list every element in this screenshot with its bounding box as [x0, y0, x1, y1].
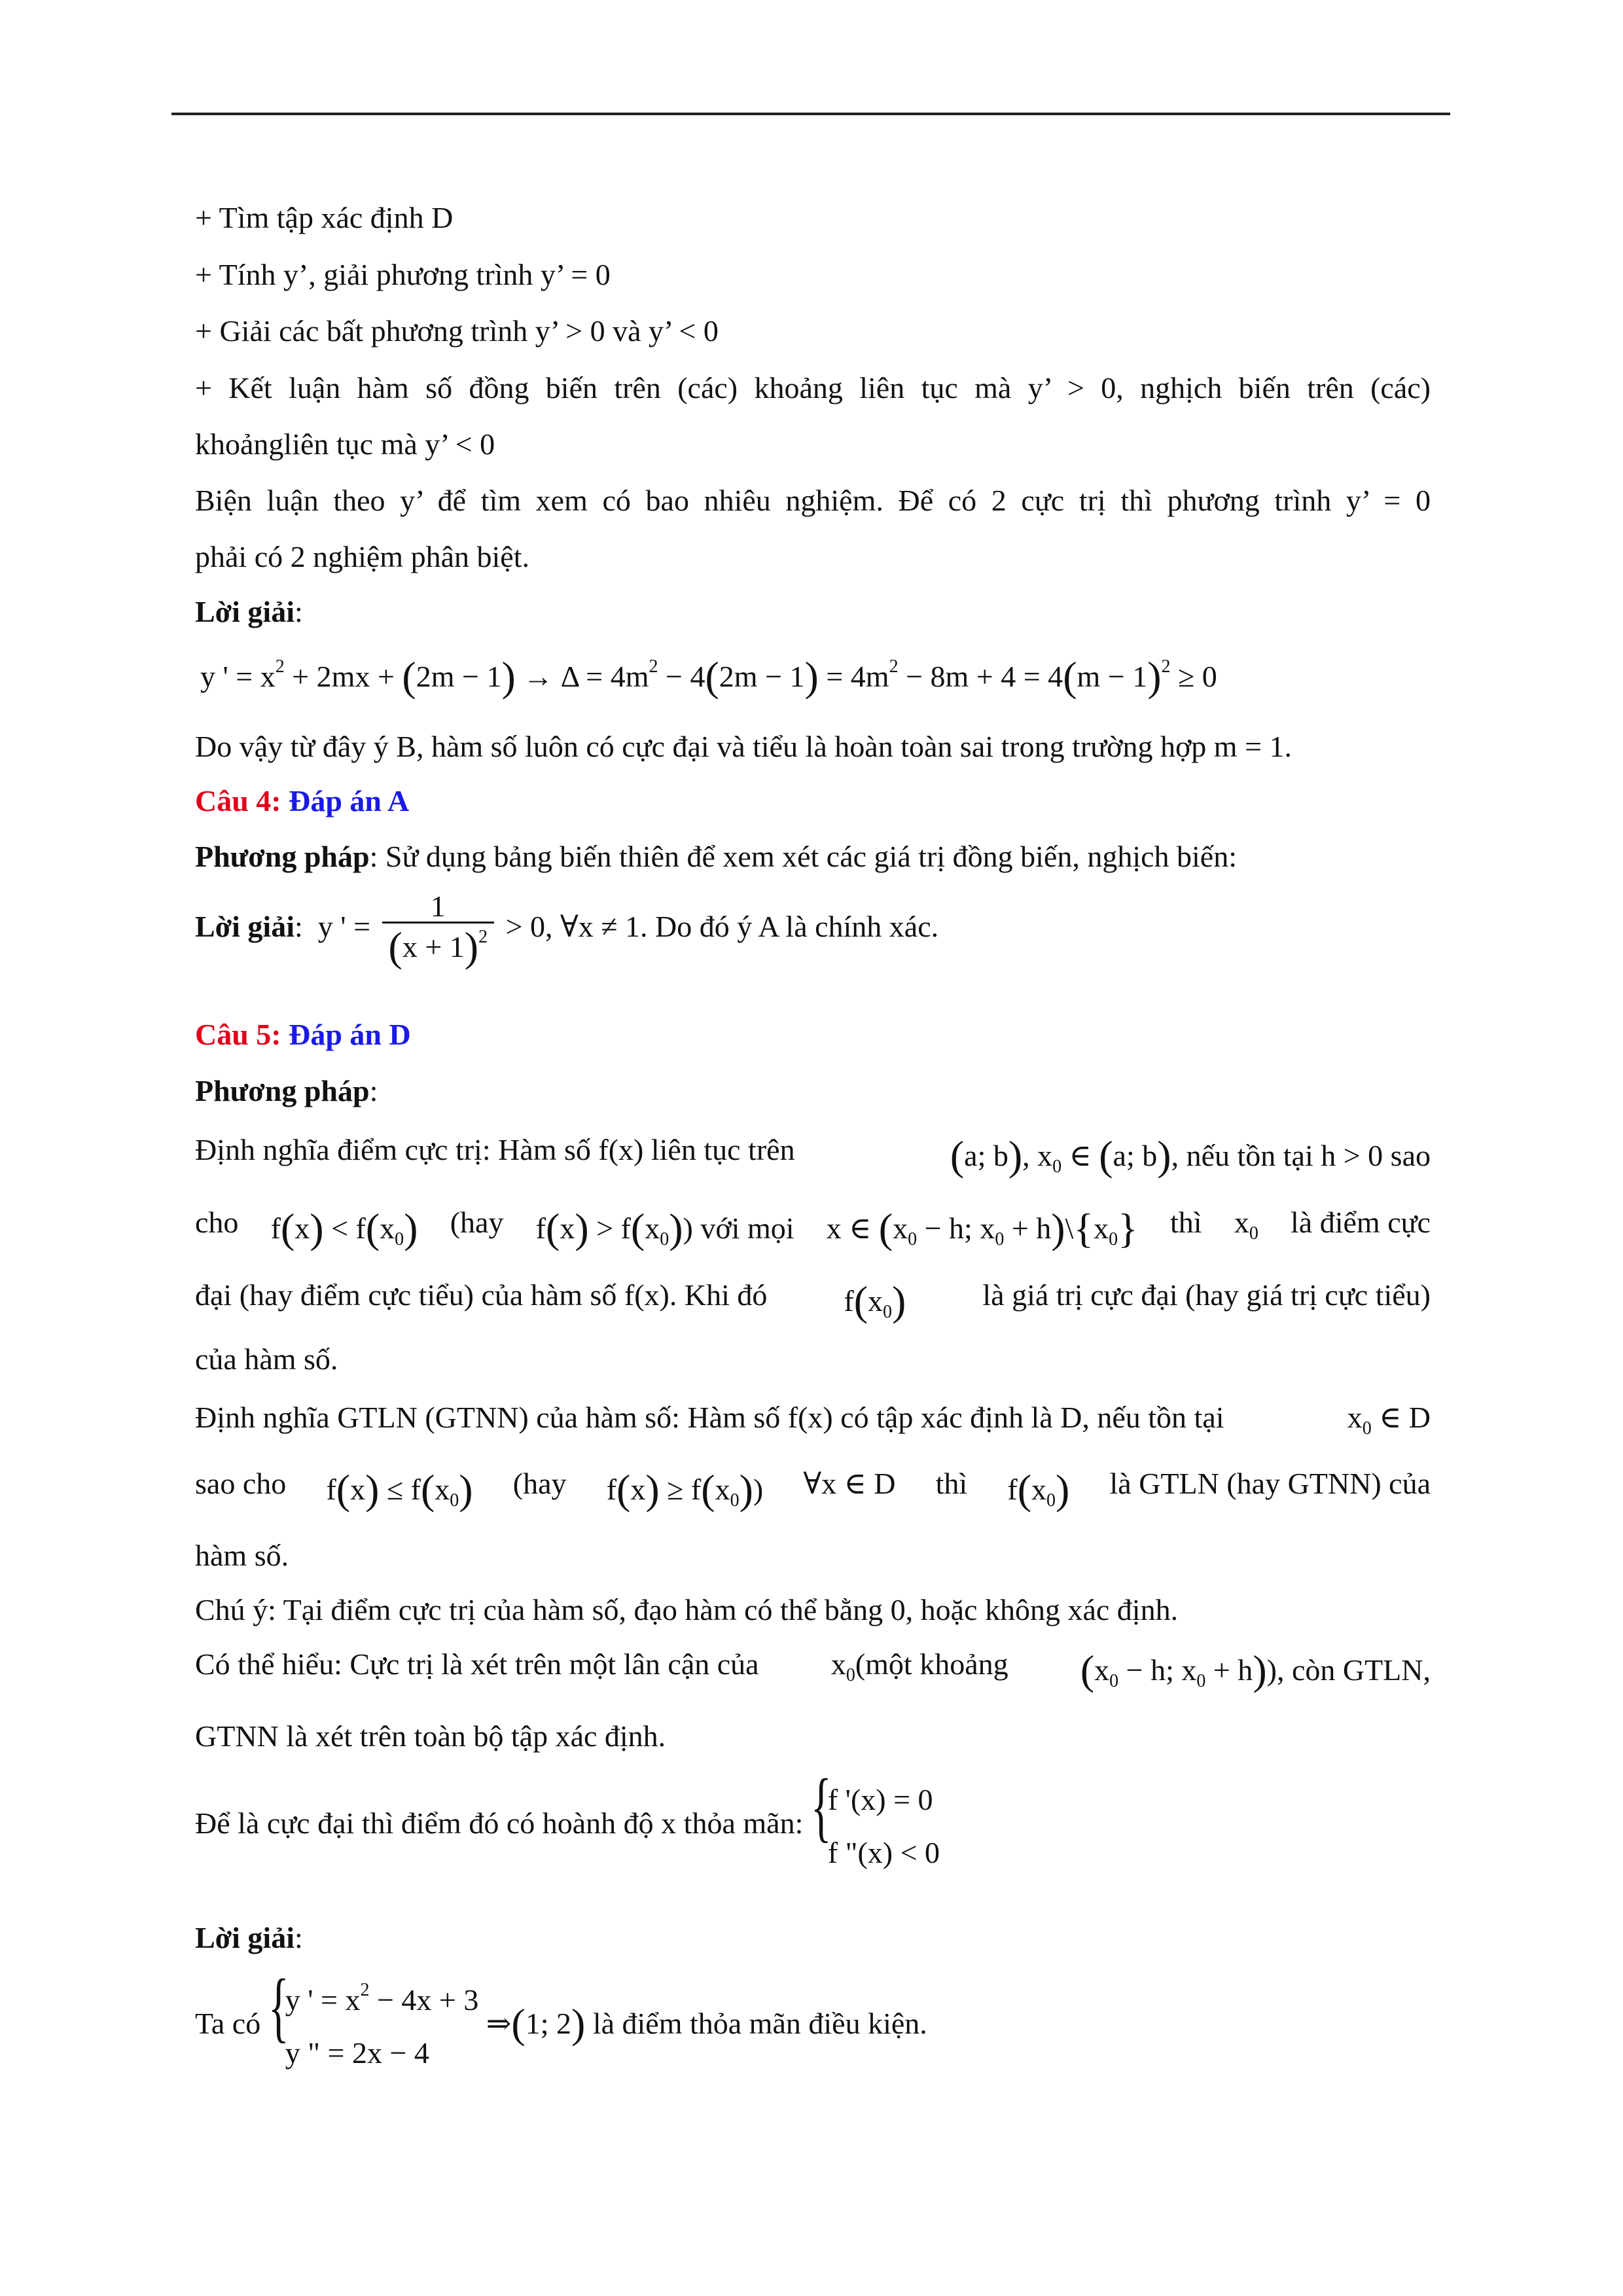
cau-5-heading: Câu 5: Đáp án D: [195, 1018, 411, 1051]
fraction: $\frac{1}{(x + 1)^2}$: [382, 891, 495, 968]
step-1: + Tìm tập xác định D: [195, 201, 454, 234]
def-gtln-line-3: hàm số.: [195, 1539, 289, 1572]
derivative-system: { y ' = $x^2 - 4x + 3$ y " = 2x − 4: [268, 1963, 479, 2070]
bien-luan-line-2: phải có 2 nghiệm phân biệt.: [195, 540, 529, 573]
cau-4-method: Phương pháp: Sử dụng bảng biến thiên để xem xét các giá trị đồng biến, nghịch biến:: [195, 840, 1237, 873]
def-cuc-tri-line-3: đại (hay điểm cực tiểu) của hàm số f(x). Khi đó $f(x_0)$ là giá trị cực đại (hay giá trị cực tiểu): [195, 1278, 1431, 1324]
max-condition: Để là cực đại thì điểm đó có hoành độ x thỏa mãn: { f '(x) = 0 f "(x) < 0: [195, 1774, 940, 1879]
cau-4-solution: Lời giải: y ' = $\frac{1}{(x + 1)^2}$ > 0, ∀x ≠ 1. Do đó ý A là chính xác.: [195, 889, 939, 970]
final-system: Ta có { y ' = $x^2 - 4x + 3$ y " = 2x − 4 ⇒(1; 2) là điểm thỏa mãn điều kiện.: [195, 1974, 927, 2079]
def-gtln-line-2: sao cho $f(x) \le f(x_0)$ (hay $f(x) \ge f(x_0)$) ∀x ∈ D thì $f(x_0)$ là GTLN (hay GTNN) của: [195, 1466, 1431, 1513]
step-3: + Giải các bất phương trình y’ > 0 và y’ < 0: [195, 314, 719, 348]
header-rule: [171, 113, 1450, 115]
bien-luan-line-1: Biện luận theo y’ để tìm xem có bao nhiêu nghiệm. Để có 2 cực trị thì phương trình y’ = 0: [195, 484, 1431, 517]
step-2: + Tính y’, giải phương trình y’ = 0: [195, 258, 611, 291]
step-4-line-2: khoảngliên tục mà y’ < 0: [195, 427, 495, 461]
understand-line-2: GTNN là xét trên toàn bộ tập xác định.: [195, 1719, 666, 1753]
def-cuc-tri-line-2: cho $f(x) < f(x_0)$ (hay $f(x) > f(x_0)$) với mọi x ∈ ($x_0 - h$; $x_0$ + $h)\backslash\{x_0\}$ thì $x_0$ là điểm cực: [195, 1205, 1431, 1251]
derivative-equation: y ' = $x^2 + 2mx + (2m - 1) \to \Delta = 4m^2 - 4(2m - 1) = 4m^2 - 8m + 4 = 4(m - 1)^2 \ge 0$: [200, 653, 1217, 700]
cau-4-heading: Câu 4: Đáp án A: [195, 784, 410, 817]
step-4-line-1: + Kết luận hàm số đồng biến trên (các) khoảng liên tục mà y’ > 0, nghịch biến trên (các): [195, 371, 1431, 404]
conclusion-cau-3: Do vậy từ đây ý B, hàm số luôn có cực đại và tiểu là hoàn toàn sai trong trường hợp m = 1.: [195, 730, 1293, 763]
def-cuc-tri-line-4: của hàm số.: [195, 1342, 338, 1376]
condition-system: { f '(x) = 0 f "(x) < 0: [810, 1763, 940, 1869]
loi-giai-heading-1: Lời giải:: [195, 595, 303, 628]
def-cuc-tri-line-1: Định nghĩa điểm cực trị: Hàm số f(x) liên tục trên (a; b), $x_0$ ∈ (a; b), nếu tồn tại h > 0 sao: [195, 1132, 1431, 1179]
cau-5-method-label: Phương pháp:: [195, 1074, 378, 1107]
loi-giai-heading-2: Lời giải:: [195, 1921, 303, 1954]
def-gtln-line-1: Định nghĩa GTLN (GTNN) của hàm số: Hàm số f(x) có tập xác định là D, nếu tồn tại $x_0$ ∈ D: [195, 1401, 1431, 1439]
understand-line-1: Có thể hiểu: Cực trị là xét trên một lân cận của $x_0(một$ khoảng ($x_0 - h$; $x_0 + h$)), còn GTLN,: [195, 1647, 1431, 1693]
note-line: Chú ý: Tại điểm cực trị của hàm số, đạo hàm có thể bằng 0, hoặc không xác định.: [195, 1593, 1179, 1626]
